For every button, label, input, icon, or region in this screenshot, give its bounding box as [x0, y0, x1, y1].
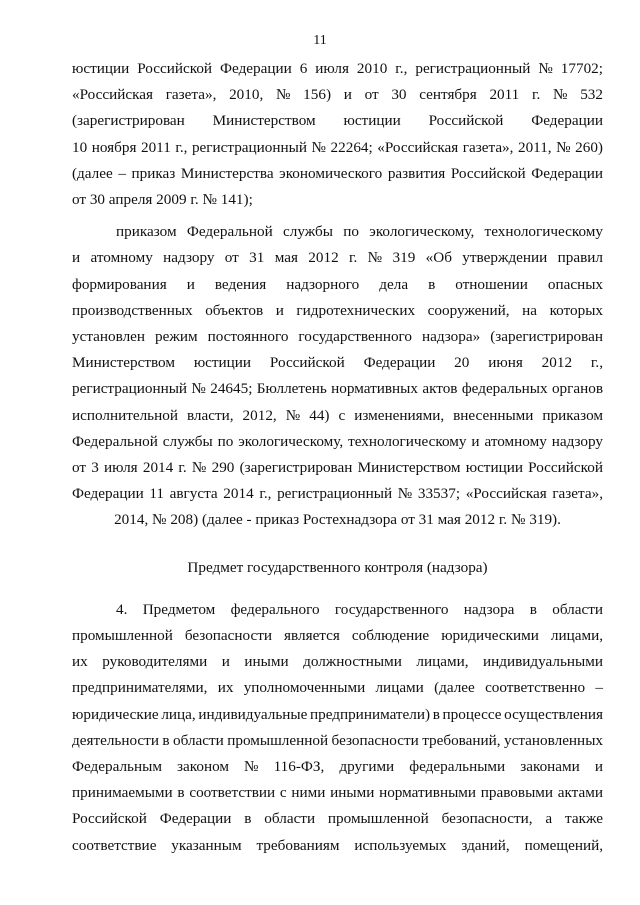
- text-line: промышленной безопасности является соблюдение юридическими лицами,: [72, 627, 603, 645]
- text-line: принимаемыми в соответствии с ними иными нормативными правовыми актами: [72, 784, 603, 802]
- text-line: приказом Федеральной службы по экологическому, технологическому: [116, 223, 603, 241]
- text-line: юстиции Российской Федерации 6 июля 2010 г., регистрационный № 17702;: [72, 60, 603, 77]
- text-line: Российской Федерации в области промышленной безопасности, а также: [72, 810, 603, 828]
- text-line: предпринимателями, их уполномоченными лицами (далее соответственно –: [72, 679, 603, 697]
- text-line: Федерации 11 августа 2014 г., регистрационный № 33537; «Российская газета»,: [72, 485, 603, 503]
- text-line: (далее – приказ Министерства экономического развития Российской Федерации: [72, 164, 603, 182]
- paragraph-rostekhnadzor-order: [72, 219, 603, 533]
- text-line: их руководителями и иными должностными лицами, индивидуальными: [72, 653, 603, 671]
- text-line: 10 ноября 2011 г., регистрационный № 22264; «Российская газета», 2011, № 260): [72, 138, 603, 156]
- text-line: исполнительной власти, 2012, № 44) с изменениями, внесенными приказом: [72, 406, 603, 424]
- document-body: [72, 56, 603, 859]
- page-number: 11: [313, 33, 327, 48]
- text-line: формирования и ведения надзорного дела в отношении опасных: [72, 275, 603, 293]
- text-line: Федеральной службы по экологическому, технологическому и атомному надзору: [72, 432, 603, 450]
- text-line: и атомному надзору от 31 мая 2012 г. № 319 «Об утверждении правил: [72, 249, 603, 267]
- text-line: Федеральным законом № 116-ФЗ, другими федеральными законами и: [72, 758, 603, 776]
- text-line: 2014, № 208) (далее - приказ Ростехнадзора от 31 мая 2012 г. № 319).: [114, 511, 561, 529]
- text-line: установлен режим постоянного государственного надзора» (зарегистрирован: [72, 328, 603, 346]
- text-line: деятельности в области промышленной безопасности требований, установленных: [72, 731, 603, 749]
- text-line: Министерством юстиции Российской Федерации 20 июня 2012 г.,: [72, 354, 603, 372]
- text-line: от 3 июля 2014 г. № 290 (зарегистрирован Министерством юстиции Российской: [72, 459, 603, 477]
- text-line: производственных объектов и гидротехнических сооружений, на которых: [72, 301, 603, 319]
- text-line: регистрационный № 24645; Бюллетень нормативных актов федеральных органов: [72, 380, 603, 398]
- paragraph-subject-of-supervision: [72, 597, 603, 859]
- text-line: «Российская газета», 2010, № 156) и от 30 сентября 2011 г. № 532: [72, 86, 603, 104]
- paragraph-order-references: [72, 56, 603, 213]
- text-line: от 30 апреля 2009 г. № 141);: [72, 191, 253, 209]
- text-line: 4. Предметом федерального государственного надзора в области: [116, 600, 603, 618]
- text-line: юридические лица, индивидуальные предприниматели) в процессе осуществления: [72, 705, 603, 723]
- text-line: (зарегистрирован Министерством юстиции Российской Федерации: [72, 112, 603, 130]
- text-line: соответствие указанным требованиям используемых зданий, помещений,: [72, 836, 603, 854]
- section-heading: Предмет государственного контроля (надзора): [187, 558, 488, 576]
